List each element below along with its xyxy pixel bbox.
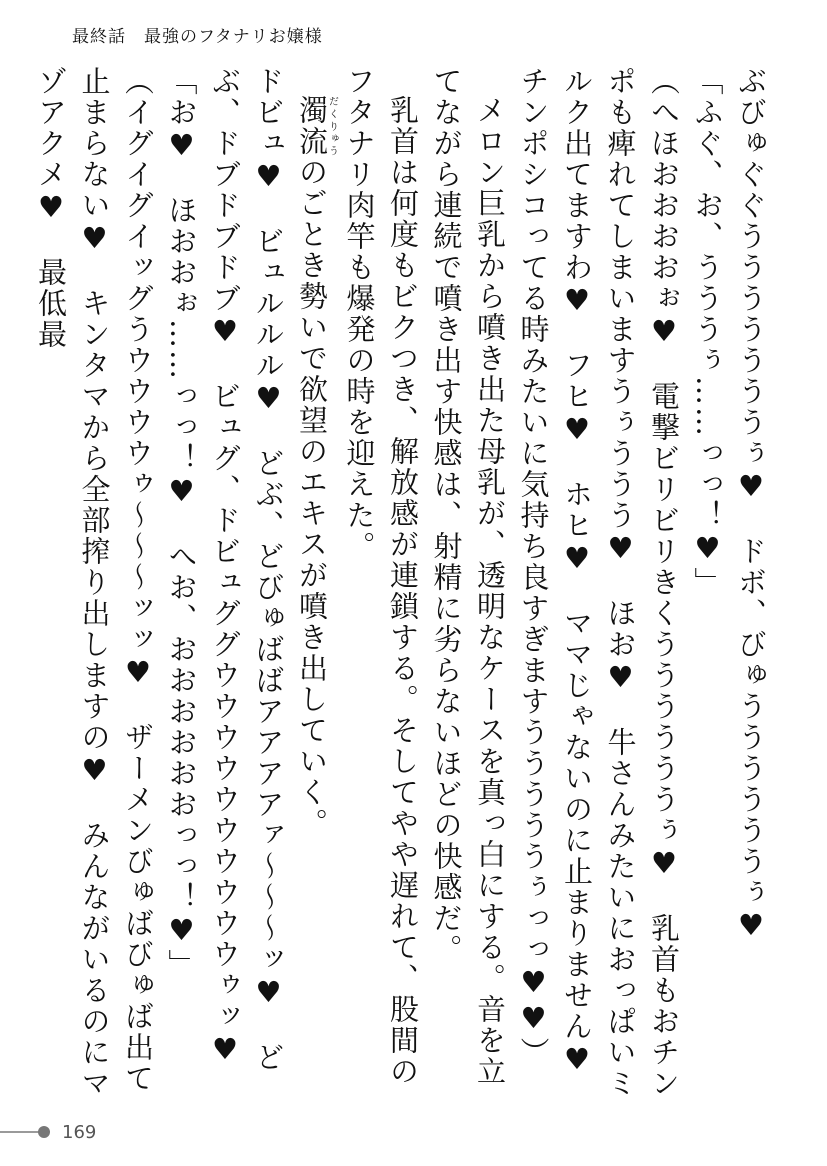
footer-dot-icon: [38, 1126, 50, 1138]
paragraph-sfx-1: ぶびゅぐぐうううううううぅ♥ ドボ、びゅううううううぅ♥: [734, 66, 768, 944]
paragraph-narration-3-rest: のごとき勢いで欲望のエキスが噴き出していく。: [295, 157, 329, 839]
paragraph-monologue-2: （イグイグイッグうウウウウゥ〜〜〜ッッ♥ ザーメンびゅばびゅば出て止まらない♥ キンタマから全部搾り出しますの♥ みんながいるのにマゾアクメ♥ 最低最: [34, 66, 155, 1099]
paragraph-sfx-2: ドビュ♥ ビュルルル♥ どぶ、どびゅばばアアアアァ〜〜〜ッ♥ どぶ、ドブドブドブ♥ ビュグ、ドビュググウウウウウウウウウウゥッ♥: [208, 66, 286, 1073]
chapter-label: 最終話: [72, 27, 126, 47]
footer-rule: [0, 1131, 40, 1133]
ruby-word: [295, 95, 338, 157]
page-number: 169: [62, 1122, 97, 1143]
vertical-text-body: [34, 66, 772, 1109]
paragraph-dialogue-1: 「ふぐ、お、うううぅ……っっ！♥」: [690, 66, 725, 598]
paragraph-narration-3: [290, 66, 338, 1106]
ruby-base: 濁流: [295, 95, 329, 157]
paragraph-monologue-1: （へほおおおおぉ♥ 電撃ビリビリきくううううううぅ♥ 乳首もおチンポも痺れてしまいますうぅううう♥ ほお♥ 牛さんみたいにおっぱいミルク出てますわ♥ フヒ♥ ホヒ♥ ママじゃないのに止まりません♥ チンポシコってる時みたいに気持ち良すぎますうううううぅっっ♥♥）: [516, 66, 681, 1109]
paragraph-narration-2: 乳首は何度もビクつき、解放感が連鎖する。そしてやや遅れて、股間のフタナリ肉竿も爆発の時を迎えた。: [342, 66, 420, 1087]
running-head: [72, 22, 323, 47]
paragraph-dialogue-2: 「お♥ ほおおぉ……っっ！♥ へお、おおおおおおっっ！♥」: [164, 66, 199, 980]
chapter-title: 最強のフタナリお嬢様: [144, 27, 323, 47]
ruby-reading: だくりゅう: [326, 95, 338, 157]
paragraph-narration-1: メロン巨乳から噴き出た母乳が、透明なケースを真っ白にする。音を立てながら連続で噴き出す快感は、射精に劣らないほどの快感だ。: [429, 66, 507, 1087]
